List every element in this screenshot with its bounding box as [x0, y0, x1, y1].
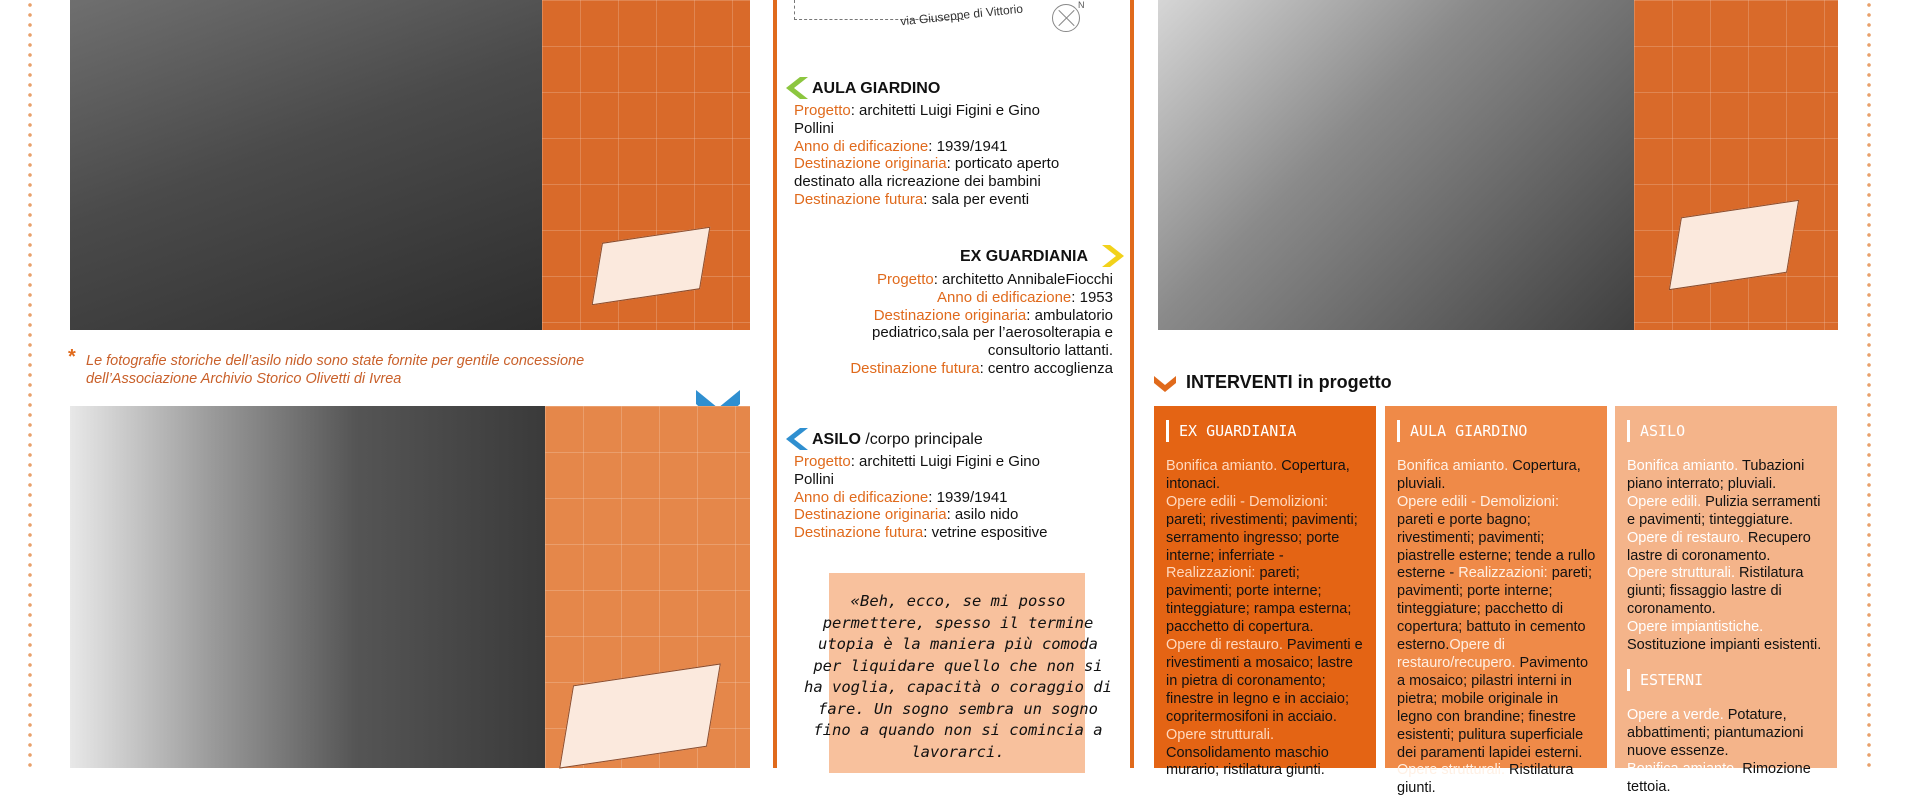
column-heading: ASILO	[1627, 420, 1827, 442]
interventi-column-aula-giardino	[1385, 406, 1607, 797]
column-text: Bonifica amianto. Copertura, intonaci. Opere edili - Demolizioni: pareti; rivestimenti; pavimenti; serramento ingresso; porte interne; inferriate - Realizzazioni: pareti; pavimenti; porte interne; tinteggiature; rampa esterna; pacchetto di copertura. Opere di restauro. Pavimenti e rivestimenti a mosaico; lastre in pietra di coronamento; finestre in legno e in acciaio; copritermosifoni in acciaio. Opere strutturali. Consolidamento maschio murario; ristilatura giunti.	[1166, 458, 1363, 779]
caption-asterisk: *	[68, 346, 76, 368]
aula-giardino-title: AULA GIARDINO	[812, 80, 941, 97]
divider-right	[1130, 0, 1134, 768]
asilo-info: Progetto: architetti Luigi Figini e Gino Pollini Anno di edificazione: 1939/1941 Destinazione originaria: asilo nido Destinazione futura: vetrine espositive	[794, 453, 1048, 542]
aula-giardino-info: Progetto: architetti Luigi Figini e Gino Pollini Anno di edificazione: 1939/1941 Destinazione originaria: porticato aperto destinato alla ricreazione dei bambini Destinazione futura: sala per eventi	[794, 102, 1060, 208]
chevron-left-blue-icon	[786, 428, 808, 450]
column-text: Bonifica amianto. Tubazioni piano interrato; pluviali. Opere edili. Pulizia serramenti e pavimenti; tinteggiature. Opere di restauro. Recupero lastre di coronamento. Opere strutturali. Ristilatura giunti; fissaggio lastre di coronamento. Opere impiantistiche. Sostituzione impianti esistenti.	[1627, 458, 1822, 654]
column-heading: EX GUARDIANIA	[1166, 420, 1366, 442]
ex-guardiania-info: Progetto: architetto AnnibaleFiocchi Anno di edificazione: 1953 Destinazione originaria: ambulatorio pediatrico,sala per l’aerosolterapia e consultorio lattanti. Destinazione futura: centro accoglienza	[850, 271, 1113, 377]
historic-photo-asilo-building	[70, 406, 546, 768]
interventi-title: INTERVENTI in progetto	[1186, 372, 1392, 392]
interventi-column-asilo	[1615, 406, 1837, 795]
interventi-column-ex-guardiania	[1154, 406, 1376, 779]
chevron-right-yellow-icon	[1102, 245, 1124, 267]
plan-overlay-ex-guardiania	[1634, 0, 1838, 330]
divider-left	[773, 0, 777, 768]
chevron-left-green-icon	[786, 77, 808, 99]
chevron-down-orange-icon	[1154, 374, 1176, 392]
historic-photo-children-garden	[70, 0, 542, 330]
photo-credit-caption: Le fotografie storiche dell’asilo nido sono state fornite per gentile concessione dell’Associazione Archivio Storico Olivetti di Ivrea	[86, 353, 585, 387]
ex-guardiania-title: EX GUARDIANIA	[960, 248, 1089, 265]
compass-icon	[1052, 4, 1080, 32]
dotted-border-left	[27, 0, 33, 768]
asilo-title: ASILO /corpo principale	[812, 431, 983, 448]
plan-overlay-asilo	[545, 406, 750, 768]
dotted-border-right	[1866, 0, 1872, 768]
street-label: via Giuseppe di Vittorio	[899, 1, 1024, 29]
column-text-esterni: Opere a verde. Potature, abbattimenti; piantumazioni nuove essenze. Bonifica amianto. Rimozione tettoia.	[1627, 706, 1811, 795]
historic-photo-ambulatorio	[1158, 0, 1634, 330]
olivetti-quote: «Beh, ecco, se mi posso permettere, spesso il termine utopia è la maniera più comoda per liquidare quello che non si ha voglia, capacità o coraggio di fare. Un sogno sembra un sogno fino a quando non si comincia a lavorarci.	[804, 592, 1112, 761]
column-heading-esterni: ESTERNI	[1627, 669, 1827, 691]
north-label: N	[1078, 0, 1085, 10]
plan-overlay-aula-giardino	[542, 0, 750, 330]
column-text: Bonifica amianto. Copertura, pluviali. Opere edili - Demolizioni: pareti e porte bagno; rivestimenti; pavimenti; piastrelle esterne; tende a rullo esterne - Realizzazioni: pareti; pavimenti; porte interne; tinteggiature; pacchetto di copertura; battuto in cemento esterno.Opere di restauro/recupero. Pavimento a mosaico; pilastri interni in pietra; mobile originale in legno con brandine; finestre esistenti; pulitura superficiale dei paramenti lapidei esterni. Opere strutturali. Ristilatura giunti.	[1397, 458, 1596, 797]
column-heading: AULA GIARDINO	[1397, 420, 1597, 442]
